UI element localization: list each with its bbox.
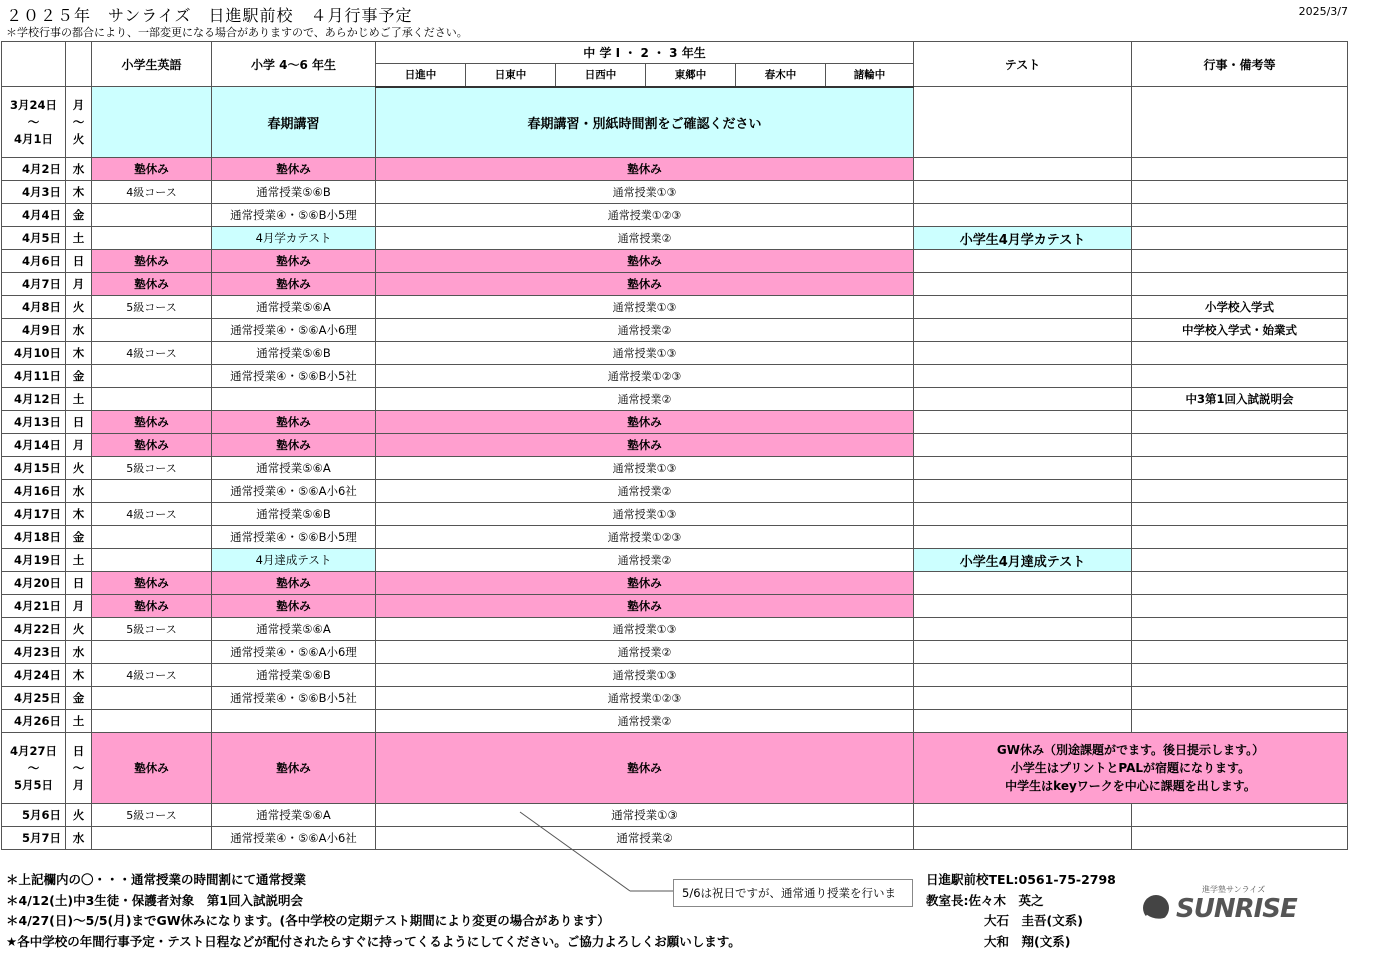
elementary-cell: 4月学カテスト	[212, 227, 376, 250]
holiday-callout: 5/6は祝日ですが、通常通り授業を行いま	[673, 879, 913, 907]
junior-high-cell: 通常授業②	[376, 549, 914, 572]
english-cell: 塾休み	[92, 411, 212, 434]
date-cell: 4月12日	[2, 388, 66, 411]
weekday-cell: 木	[66, 664, 92, 687]
elementary-cell: 通常授業④・⑤⑥A小6社	[212, 827, 376, 850]
elementary-cell: 通常授業⑤⑥A	[212, 296, 376, 319]
date-range-line: 4月27日	[9, 743, 57, 758]
weekday-cell: 水	[66, 480, 92, 503]
footer-note: ＊上記欄内の〇・・・通常授業の時間割にて通常授業	[6, 872, 307, 887]
weekday-range-start: 月	[72, 97, 85, 112]
event-cell: 小学校入学式	[1132, 296, 1348, 319]
test-column-header: テスト	[914, 42, 1132, 87]
elementary-cell: 通常授業⑤⑥B	[212, 664, 376, 687]
school-header: 諸輪中	[826, 64, 914, 87]
english-cell: 塾休み	[92, 273, 212, 296]
english-cell: 塾休み	[92, 595, 212, 618]
school-header: 日西中	[556, 64, 646, 87]
date-cell: 4月8日	[2, 296, 66, 319]
junior-high-cell: 塾休み	[376, 572, 914, 595]
date-cell: 4月18日	[2, 526, 66, 549]
contact-info	[926, 870, 1116, 952]
weekday-cell: 月	[66, 273, 92, 296]
junior-high-cell: 通常授業②	[376, 641, 914, 664]
weekday-cell: 火	[66, 618, 92, 641]
weekday-cell: 木	[66, 503, 92, 526]
elementary-cell: 通常授業④・⑤⑥B小5理	[212, 204, 376, 227]
date-cell: 4月4日	[2, 204, 66, 227]
school-phone: 日進駅前校TEL:0561-75-2798	[926, 872, 1116, 887]
english-cell: 4級コース	[92, 181, 212, 204]
junior-high-cell: 通常授業①③	[376, 664, 914, 687]
school-header: 東郷中	[646, 64, 736, 87]
weekday-range-end: 火	[72, 131, 85, 146]
weekday-cell: 土	[66, 227, 92, 250]
weekday-cell: 木	[66, 181, 92, 204]
elementary-cell: 通常授業⑤⑥B	[212, 342, 376, 365]
weekday-cell: 月	[66, 434, 92, 457]
junior-high-cell: 通常授業①③	[376, 503, 914, 526]
english-cell: 5級コース	[92, 618, 212, 641]
date-cell: 4月20日	[2, 572, 66, 595]
events-column-header: 行事・備考等	[1132, 42, 1348, 87]
date-cell: 4月15日	[2, 457, 66, 480]
date-cell: 4月21日	[2, 595, 66, 618]
test-cell: 小学生4月達成テスト	[914, 549, 1132, 572]
date-cell: 4月3日	[2, 181, 66, 204]
date-range-line: ～	[27, 760, 40, 775]
weekday-cell: 火	[66, 296, 92, 319]
elementary-cell: 塾休み	[212, 158, 376, 181]
elementary-column-header: 小学 4～6 年生	[212, 42, 376, 87]
weekday-range-line: ～	[72, 760, 85, 775]
junior-high-cell: 通常授業①③	[376, 618, 914, 641]
junior-high-cell: 春期講習・別紙時間割をご確認ください	[376, 87, 914, 158]
elementary-cell: 通常授業④・⑤⑥B小5理	[212, 526, 376, 549]
date-cell: 4月22日	[2, 618, 66, 641]
junior-high-cell: 通常授業①③	[376, 181, 914, 204]
english-cell: 5級コース	[92, 296, 212, 319]
weekday-cell: 木	[66, 342, 92, 365]
weekday-cell: 水	[66, 827, 92, 850]
weekday-range-line: 月	[72, 777, 85, 792]
weekday-cell: 金	[66, 526, 92, 549]
weekday-range-line: 日	[72, 743, 85, 758]
elementary-cell: 通常授業⑤⑥B	[212, 503, 376, 526]
weekday-cell: 水	[66, 641, 92, 664]
date-range-line: 5月5日	[13, 777, 53, 792]
date-cell: 4月6日	[2, 250, 66, 273]
gw-note-line: 小学生はプリントとPALが宿題になります。	[1010, 761, 1251, 775]
event-cell: 中学校入学式・始業式	[1132, 319, 1348, 342]
event-cell: 中3第1回入試説明会	[1132, 388, 1348, 411]
date-cell: 5月6日	[2, 804, 66, 827]
english-cell: 塾休み	[92, 158, 212, 181]
junior-high-cell: 通常授業②	[376, 388, 914, 411]
junior-high-cell: 通常授業②	[376, 710, 914, 733]
english-cell: 塾休み	[92, 434, 212, 457]
elementary-cell: 通常授業⑤⑥A	[212, 618, 376, 641]
weekday-cell: 水	[66, 158, 92, 181]
junior-high-column-header: 中 学 Ⅰ ・ 2 ・ 3 年生	[376, 42, 914, 64]
date-cell: 4月7日	[2, 273, 66, 296]
junior-high-cell: 通常授業②	[376, 319, 914, 342]
elementary-cell: 塾休み	[212, 411, 376, 434]
header-note: ＊学校行事の都合により、一部変更になる場合がありますので、あらかじめご了承ください。	[6, 26, 468, 39]
weekday-cell: 日	[66, 411, 92, 434]
date-cell: 4月2日	[2, 158, 66, 181]
junior-high-cell: 通常授業①②③	[376, 526, 914, 549]
weekday-range-sep: ～	[72, 114, 85, 129]
gw-note-line: GW休み（別途課題がでます。後日提示します。）	[996, 743, 1265, 757]
elementary-cell: 通常授業④・⑤⑥B小5社	[212, 687, 376, 710]
junior-high-cell: 通常授業①②③	[376, 687, 914, 710]
date-cell: 4月16日	[2, 480, 66, 503]
junior-high-cell: 塾休み	[376, 250, 914, 273]
elementary-cell: 4月達成テスト	[212, 549, 376, 572]
elementary-cell: 塾休み	[212, 595, 376, 618]
school-header: 日東中	[466, 64, 556, 87]
elementary-cell: 塾休み	[212, 250, 376, 273]
principal-name: 教室長:佐々木 英之	[926, 892, 1044, 908]
junior-high-cell: 通常授業①③	[376, 804, 914, 827]
footer-note: ★各中学校の年間行事予定・テスト日程などが配付されたらすぐに持ってくるようにしてください。ご協力よろしくお願いします。	[6, 933, 741, 949]
junior-high-cell: 塾休み	[376, 158, 914, 181]
junior-high-cell: 塾休み	[376, 411, 914, 434]
elementary-cell: 塾休み	[212, 434, 376, 457]
weekday-cell: 土	[66, 710, 92, 733]
elementary-cell: 塾休み	[212, 733, 376, 804]
sunrise-logo	[1138, 884, 1318, 928]
junior-high-cell: 通常授業①③	[376, 457, 914, 480]
english-cell: 4級コース	[92, 503, 212, 526]
elementary-cell: 通常授業④・⑤⑥A小6社	[212, 480, 376, 503]
date-range-sep: ～	[27, 114, 40, 129]
weekday-cell: 月	[66, 595, 92, 618]
date-cell: 4月13日	[2, 411, 66, 434]
date-cell: 4月9日	[2, 319, 66, 342]
junior-high-cell: 塾休み	[376, 595, 914, 618]
elementary-cell: 塾休み	[212, 572, 376, 595]
elementary-cell: 春期講習	[212, 87, 376, 158]
english-cell: 塾休み	[92, 733, 212, 804]
date-cell: 4月23日	[2, 641, 66, 664]
weekday-cell: 金	[66, 204, 92, 227]
junior-high-cell: 通常授業②	[376, 227, 914, 250]
elementary-cell: 通常授業④・⑤⑥A小6理	[212, 641, 376, 664]
date-cell: 4月17日	[2, 503, 66, 526]
logo-subtitle: 進学塾サンライズ	[1202, 885, 1266, 894]
date-cell: 4月19日	[2, 549, 66, 572]
english-column-header: 小学生英語	[92, 42, 212, 87]
junior-high-cell: 通常授業②	[376, 827, 914, 850]
english-cell: 4級コース	[92, 342, 212, 365]
english-cell: 塾休み	[92, 250, 212, 273]
date-cell: 4月26日	[2, 710, 66, 733]
date-cell: 4月24日	[2, 664, 66, 687]
elementary-cell: 通常授業⑤⑥B	[212, 181, 376, 204]
school-header: 日進中	[376, 64, 466, 87]
date-range-end: 4月1日	[13, 131, 53, 146]
junior-high-cell: 通常授業②	[376, 480, 914, 503]
weekday-cell: 火	[66, 804, 92, 827]
weekday-cell: 日	[66, 572, 92, 595]
weekday-cell: 土	[66, 549, 92, 572]
junior-high-cell: 通常授業①②③	[376, 365, 914, 388]
footer-note: ＊4/27(日)～5/5(月)までGW休みになります。(各中学校の定期テスト期間により変更の場合があります）	[6, 913, 610, 928]
weekday-cell: 土	[66, 388, 92, 411]
footer-notes	[6, 870, 741, 952]
english-cell: 塾休み	[92, 572, 212, 595]
junior-high-cell: 塾休み	[376, 733, 914, 804]
staff-name: 大和 翔(文系)	[984, 933, 1071, 949]
issue-date: 2025/3/7	[1298, 5, 1348, 18]
gw-note-line: 中学生はkeyワークを中心に課題を出します。	[1005, 779, 1256, 793]
junior-high-cell: 通常授業①③	[376, 342, 914, 365]
logo-wordmark: SUNRISE	[1176, 894, 1297, 924]
date-cell: 5月7日	[2, 827, 66, 850]
junior-high-cell: 塾休み	[376, 434, 914, 457]
weekday-cell: 金	[66, 687, 92, 710]
english-cell: 5級コース	[92, 457, 212, 480]
page-title: ２０２５年 サンライズ 日進駅前校 ４月行事予定	[6, 6, 413, 25]
weekday-cell: 水	[66, 319, 92, 342]
school-header: 春木中	[736, 64, 826, 87]
footer-note: ＊4/12(土)中3生徒・保護者対象 第1回入試説明会	[6, 892, 303, 908]
elementary-cell: 通常授業④・⑤⑥B小5社	[212, 365, 376, 388]
weekday-cell: 金	[66, 365, 92, 388]
junior-high-cell: 通常授業①②③	[376, 204, 914, 227]
date-cell: 4月5日	[2, 227, 66, 250]
date-cell: 4月25日	[2, 687, 66, 710]
test-cell: 小学生4月学カテスト	[914, 227, 1132, 250]
staff-name: 大石 圭吾(文系)	[984, 913, 1083, 928]
english-cell: 4級コース	[92, 664, 212, 687]
date-cell: 4月11日	[2, 365, 66, 388]
weekday-cell: 火	[66, 457, 92, 480]
english-cell: 5級コース	[92, 804, 212, 827]
elementary-cell: 通常授業④・⑤⑥A小6理	[212, 319, 376, 342]
elementary-cell: 通常授業⑤⑥A	[212, 804, 376, 827]
date-range-start: 3月24日	[9, 97, 57, 112]
weekday-cell: 日	[66, 250, 92, 273]
junior-high-cell: 塾休み	[376, 273, 914, 296]
date-cell: 4月14日	[2, 434, 66, 457]
junior-high-cell: 通常授業①③	[376, 296, 914, 319]
elementary-cell: 通常授業⑤⑥A	[212, 457, 376, 480]
elementary-cell: 塾休み	[212, 273, 376, 296]
date-cell: 4月10日	[2, 342, 66, 365]
